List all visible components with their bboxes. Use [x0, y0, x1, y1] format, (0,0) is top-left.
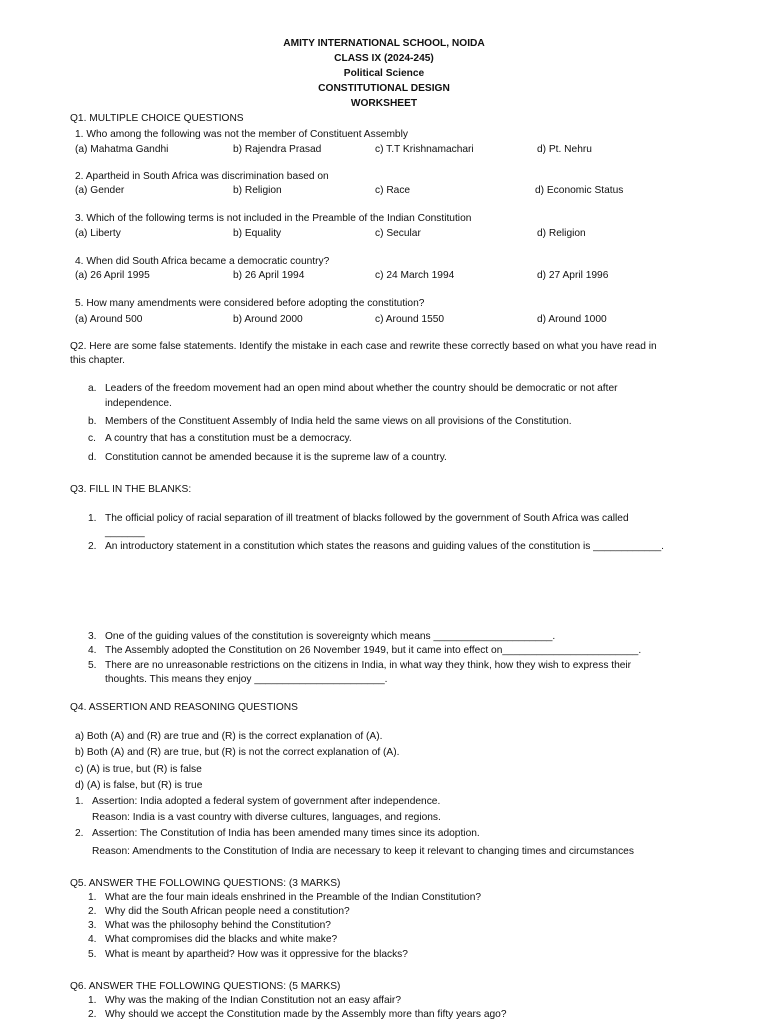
list-item: What are the four main ideals enshrined in the Preamble of the Indian Constitution?	[105, 892, 482, 903]
mcq-option: d) 27 April 1996	[537, 270, 609, 281]
class-label: CLASS IX (2024-245)	[334, 53, 434, 64]
mcq-option: (a) Mahatma Gandhi	[75, 144, 169, 155]
list-item: Leaders of the freedom movement had an open mind about whether the country should be democratic or not after	[105, 383, 618, 394]
subject-label: Political Science	[343, 68, 425, 79]
list-item: What compromises did the blacks and white make?	[105, 934, 338, 945]
mcq-option: d) Around 1000	[537, 314, 607, 325]
list-item-cont: thoughts. This means they enjoy _______________________.	[105, 674, 388, 685]
q2-title-cont: this chapter.	[70, 355, 125, 366]
mcq-question: 4. When did South Africa became a democratic country?	[75, 256, 330, 267]
q4-title: Q4. ASSERTION AND REASONING QUESTIONS	[70, 702, 298, 713]
topic-label: CONSTITUTIONAL DESIGN	[318, 83, 450, 94]
mcq-option: d) Pt. Nehru	[537, 144, 592, 155]
list-marker: 1.	[88, 995, 97, 1006]
list-marker: 5.	[88, 660, 97, 671]
reason-text: Reason: India is a vast country with diverse cultures, languages, and regions.	[92, 812, 441, 823]
list-item: What is meant by apartheid? How was it oppressive for the blacks?	[105, 949, 408, 960]
mcq-option: (a) Gender	[75, 185, 125, 196]
list-item: The official policy of racial separation of ill treatment of blacks followed by the government of South Africa was called	[105, 513, 629, 524]
list-item: Members of the Constituent Assembly of India held the same views on all provisions of the Constitution.	[105, 416, 572, 427]
school-name: AMITY INTERNATIONAL SCHOOL, NOIDA	[283, 38, 485, 49]
list-marker: 2.	[88, 906, 97, 917]
list-marker: d.	[88, 452, 97, 463]
list-marker: a.	[88, 383, 97, 394]
mcq-question: 5. How many amendments were considered before adopting the constitution?	[75, 298, 425, 309]
mcq-option: d) Religion	[537, 228, 586, 239]
mcq-option: c) Race	[375, 185, 411, 196]
list-marker: 2.	[75, 828, 84, 839]
mcq-option: b) Equality	[233, 228, 282, 239]
q1-title: Q1. MULTIPLE CHOICE QUESTIONS	[70, 113, 244, 124]
list-marker: 4.	[88, 934, 97, 945]
mcq-option: c) Around 1550	[375, 314, 445, 325]
mcq-option: c) 24 March 1994	[375, 270, 455, 281]
assertion-text: Assertion: The Constitution of India has been amended many times since its adoption.	[92, 828, 480, 839]
list-item-cont: _______	[105, 527, 145, 538]
list-item: Why should we accept the Constitution made by the Assembly more than fifty years ago?	[105, 1009, 507, 1020]
list-marker: 4.	[88, 645, 97, 656]
list-marker: 1.	[75, 796, 84, 807]
mcq-option: (a) Liberty	[75, 228, 121, 239]
mcq-option: b) Around 2000	[233, 314, 303, 325]
ar-option: a) Both (A) and (R) are true and (R) is the correct explanation of (A).	[75, 731, 383, 742]
list-marker: 1.	[88, 892, 97, 903]
mcq-option: b) Religion	[233, 185, 282, 196]
worksheet-label: WORKSHEET	[350, 98, 418, 109]
q5-title: Q5. ANSWER THE FOLLOWING QUESTIONS: (3 MARKS)	[70, 878, 341, 889]
q6-title: Q6. ANSWER THE FOLLOWING QUESTIONS: (5 MARKS)	[70, 981, 341, 992]
mcq-option: b) Rajendra Prasad	[233, 144, 322, 155]
list-item: The Assembly adopted the Constitution on 26 November 1949, but it came into effect on________________________.	[105, 645, 642, 656]
mcq-question: 2. Apartheid in South Africa was discrimination based on	[75, 171, 329, 182]
list-marker: 3.	[88, 920, 97, 931]
list-item: An introductory statement in a constitution which states the reasons and guiding values of the constitution is ____________.	[105, 541, 664, 552]
q2-title: Q2. Here are some false statements. Identify the mistake in each case and rewrite these correctly based on what you have read in	[70, 341, 657, 352]
list-item: A country that has a constitution must be a democracy.	[105, 433, 352, 444]
list-item: Why was the making of the Indian Constitution not an easy affair?	[105, 995, 401, 1006]
list-marker: 1.	[88, 513, 97, 524]
q3-title: Q3. FILL IN THE BLANKS:	[70, 484, 192, 495]
list-item: One of the guiding values of the constitution is sovereignty which means _____________________.	[105, 631, 556, 642]
list-item: Constitution cannot be amended because it is the supreme law of a country.	[105, 452, 447, 463]
mcq-option: c) T.T Krishnamachari	[375, 144, 474, 155]
mcq-option: b) 26 April 1994	[233, 270, 305, 281]
ar-option: d) (A) is false, but (R) is true	[75, 780, 203, 791]
list-marker: c.	[88, 433, 96, 444]
mcq-question: 1. Who among the following was not the member of Constituent Assembly	[75, 129, 408, 140]
list-item: What was the philosophy behind the Constitution?	[105, 920, 331, 931]
ar-option: c) (A) is true, but (R) is false	[75, 764, 202, 775]
assertion-text: Assertion: India adopted a federal system of government after independence.	[92, 796, 441, 807]
reason-text: Reason: Amendments to the Constitution of India are necessary to keep it relevant to changing times and circumstances	[92, 846, 634, 857]
mcq-option: (a) 26 April 1995	[75, 270, 150, 281]
list-item: Why did the South African people need a constitution?	[105, 906, 350, 917]
mcq-question: 3. Which of the following terms is not included in the Preamble of the Indian Constitution	[75, 213, 472, 224]
list-marker: 2.	[88, 1009, 97, 1020]
mcq-option: (a) Around 500	[75, 314, 143, 325]
list-marker: b.	[88, 416, 97, 427]
list-marker: 2.	[88, 541, 97, 552]
list-marker: 5.	[88, 949, 97, 960]
mcq-option: c) Secular	[375, 228, 421, 239]
list-marker: 3.	[88, 631, 97, 642]
list-item-cont: independence.	[105, 398, 172, 409]
list-item: There are no unreasonable restrictions on the citizens in India, in what way they think, how they wish to express their	[105, 660, 632, 671]
ar-option: b) Both (A) and (R) are true, but (R) is not the correct explanation of (A).	[75, 747, 400, 758]
mcq-option: d) Economic Status	[535, 185, 624, 196]
